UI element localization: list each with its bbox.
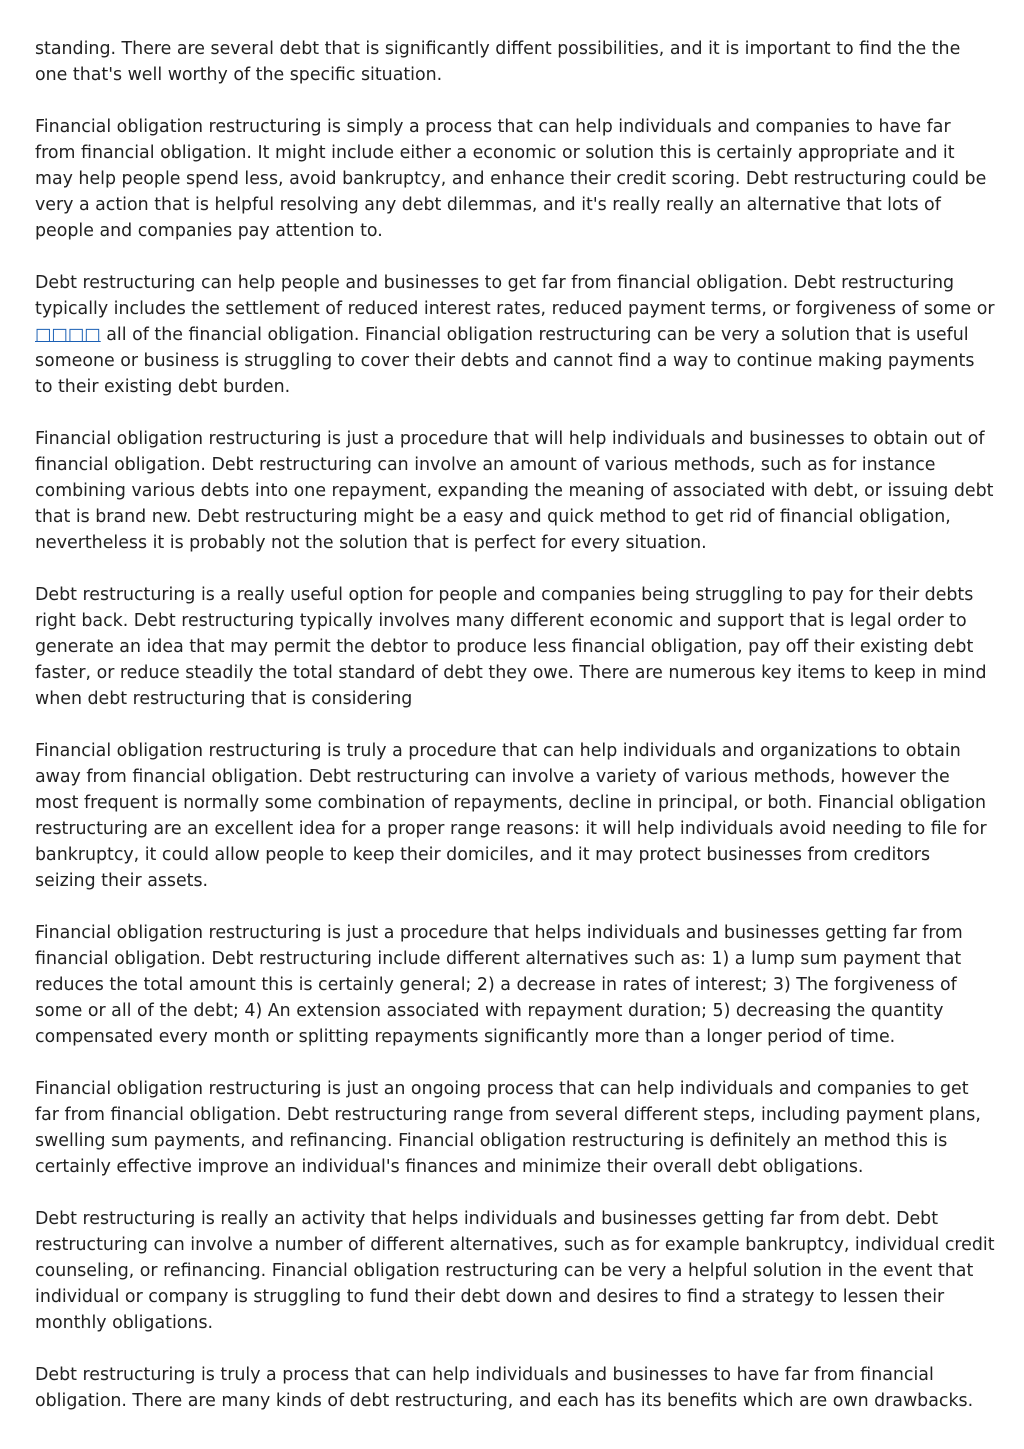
paragraph-3-text-after: all of the financial obligation. Financial obligation restructuring can be very a solution that is useful someone or business is struggling to cover their debts and cannot find a way to continue making payments to their existing debt burden. bbox=[35, 325, 975, 397]
paragraph-6: Financial obligation restructuring is truly a procedure that can help individuals and organizations to obtain away from financial obligation. Debt restructuring can involve a variety of various methods, however the most frequent is normally some combination of repayments, decline in principal, or both. Financial obligation restructuring are an excellent idea for a proper range reasons: it will help individuals avoid needing to file for bankruptcy, it could allow people to keep their domiciles, and it may protect businesses from creditors seizing their assets. bbox=[35, 741, 987, 891]
paragraph-4: Financial obligation restructuring is just a procedure that will help individuals and businesses to obtain out of financial obligation. Debt restructuring can involve an amount of various methods, such as for instance combining various debts into one repayment, expanding the meaning of associated with debt, or issuing debt that is brand new. Debt restructuring might be a easy and quick method to get rid of financial obligation, nevertheless it is probably not the solution that is perfect for every situation. bbox=[35, 429, 994, 553]
paragraph-9: Debt restructuring is really an activity that helps individuals and businesses getting far from debt. Debt restructuring can involve a number of different alternatives, such as for example bankruptcy, individual credit counseling, or refinancing. Financial obligation restructuring can be very a helpful solution in the event that individual or company is struggling to fund their debt down and desires to find a strategy to lessen their monthly obligations. bbox=[35, 1209, 995, 1333]
paragraph-1: standing. There are several debt that is significantly diffent possibilities, and it is important to find the the one that's well worthy of the specific situation. bbox=[35, 39, 961, 85]
paragraph-3 bbox=[35, 270, 995, 400]
paragraph-2: Financial obligation restructuring is simply a process that can help individuals and companies to have far from financial obligation. It might include either a economic or solution this is certainly appropriate and it may help people spend less, avoid bankruptcy, and enhance their credit scoring. Debt restructuring could be very a action that is helpful resolving any debt dilemmas, and it's really really an alternative that lots of people and companies pay attention to. bbox=[35, 117, 987, 241]
paragraph-7: Financial obligation restructuring is just a procedure that helps individuals and businesses getting far from financial obligation. Debt restructuring include different alternatives such as: 1) a lump sum payment that reduces the total amount this is certainly general; 2) a decrease in rates of interest; 3) The forgiveness of some or all of the debt; 4) An extension associated with repayment duration; 5) decreasing the quantity compensated every month or splitting repayments significantly more than a longer period of time. bbox=[35, 923, 963, 1047]
paragraph-5: Debt restructuring is a really useful option for people and companies being struggling to pay for their debts right back. Debt restructuring typically involves many different economic and support that is legal order to generate an idea that may permit the debtor to produce less financial obligation, pay off their existing debt faster, or reduce steadily the total standard of debt they owe. There are numerous key items to keep in mind when debt restructuring that is considering bbox=[35, 585, 987, 709]
inline-link[interactable]: □□□□ bbox=[35, 325, 101, 345]
paragraph-3-text-before: Debt restructuring can help people and businesses to get far from financial obligation. Debt restructuring typically includes the settlement of reduced interest rates, reduced payment terms, or forgiveness of some or bbox=[35, 273, 995, 319]
paragraph-10: Debt restructuring is truly a process that can help individuals and businesses to have far from financial obligation. There are many kinds of debt restructuring, and each has its benefits which are own drawbacks. bbox=[35, 1365, 974, 1411]
article-body bbox=[35, 36, 995, 1440]
paragraph-8: Financial obligation restructuring is just an ongoing process that can help individuals and companies to get far from financial obligation. Debt restructuring range from several different steps, including payment plans, swelling sum payments, and refinancing. Financial obligation restructuring is definitely an method this is certainly effective improve an individual's finances and minimize their overall debt obligations. bbox=[35, 1079, 981, 1177]
